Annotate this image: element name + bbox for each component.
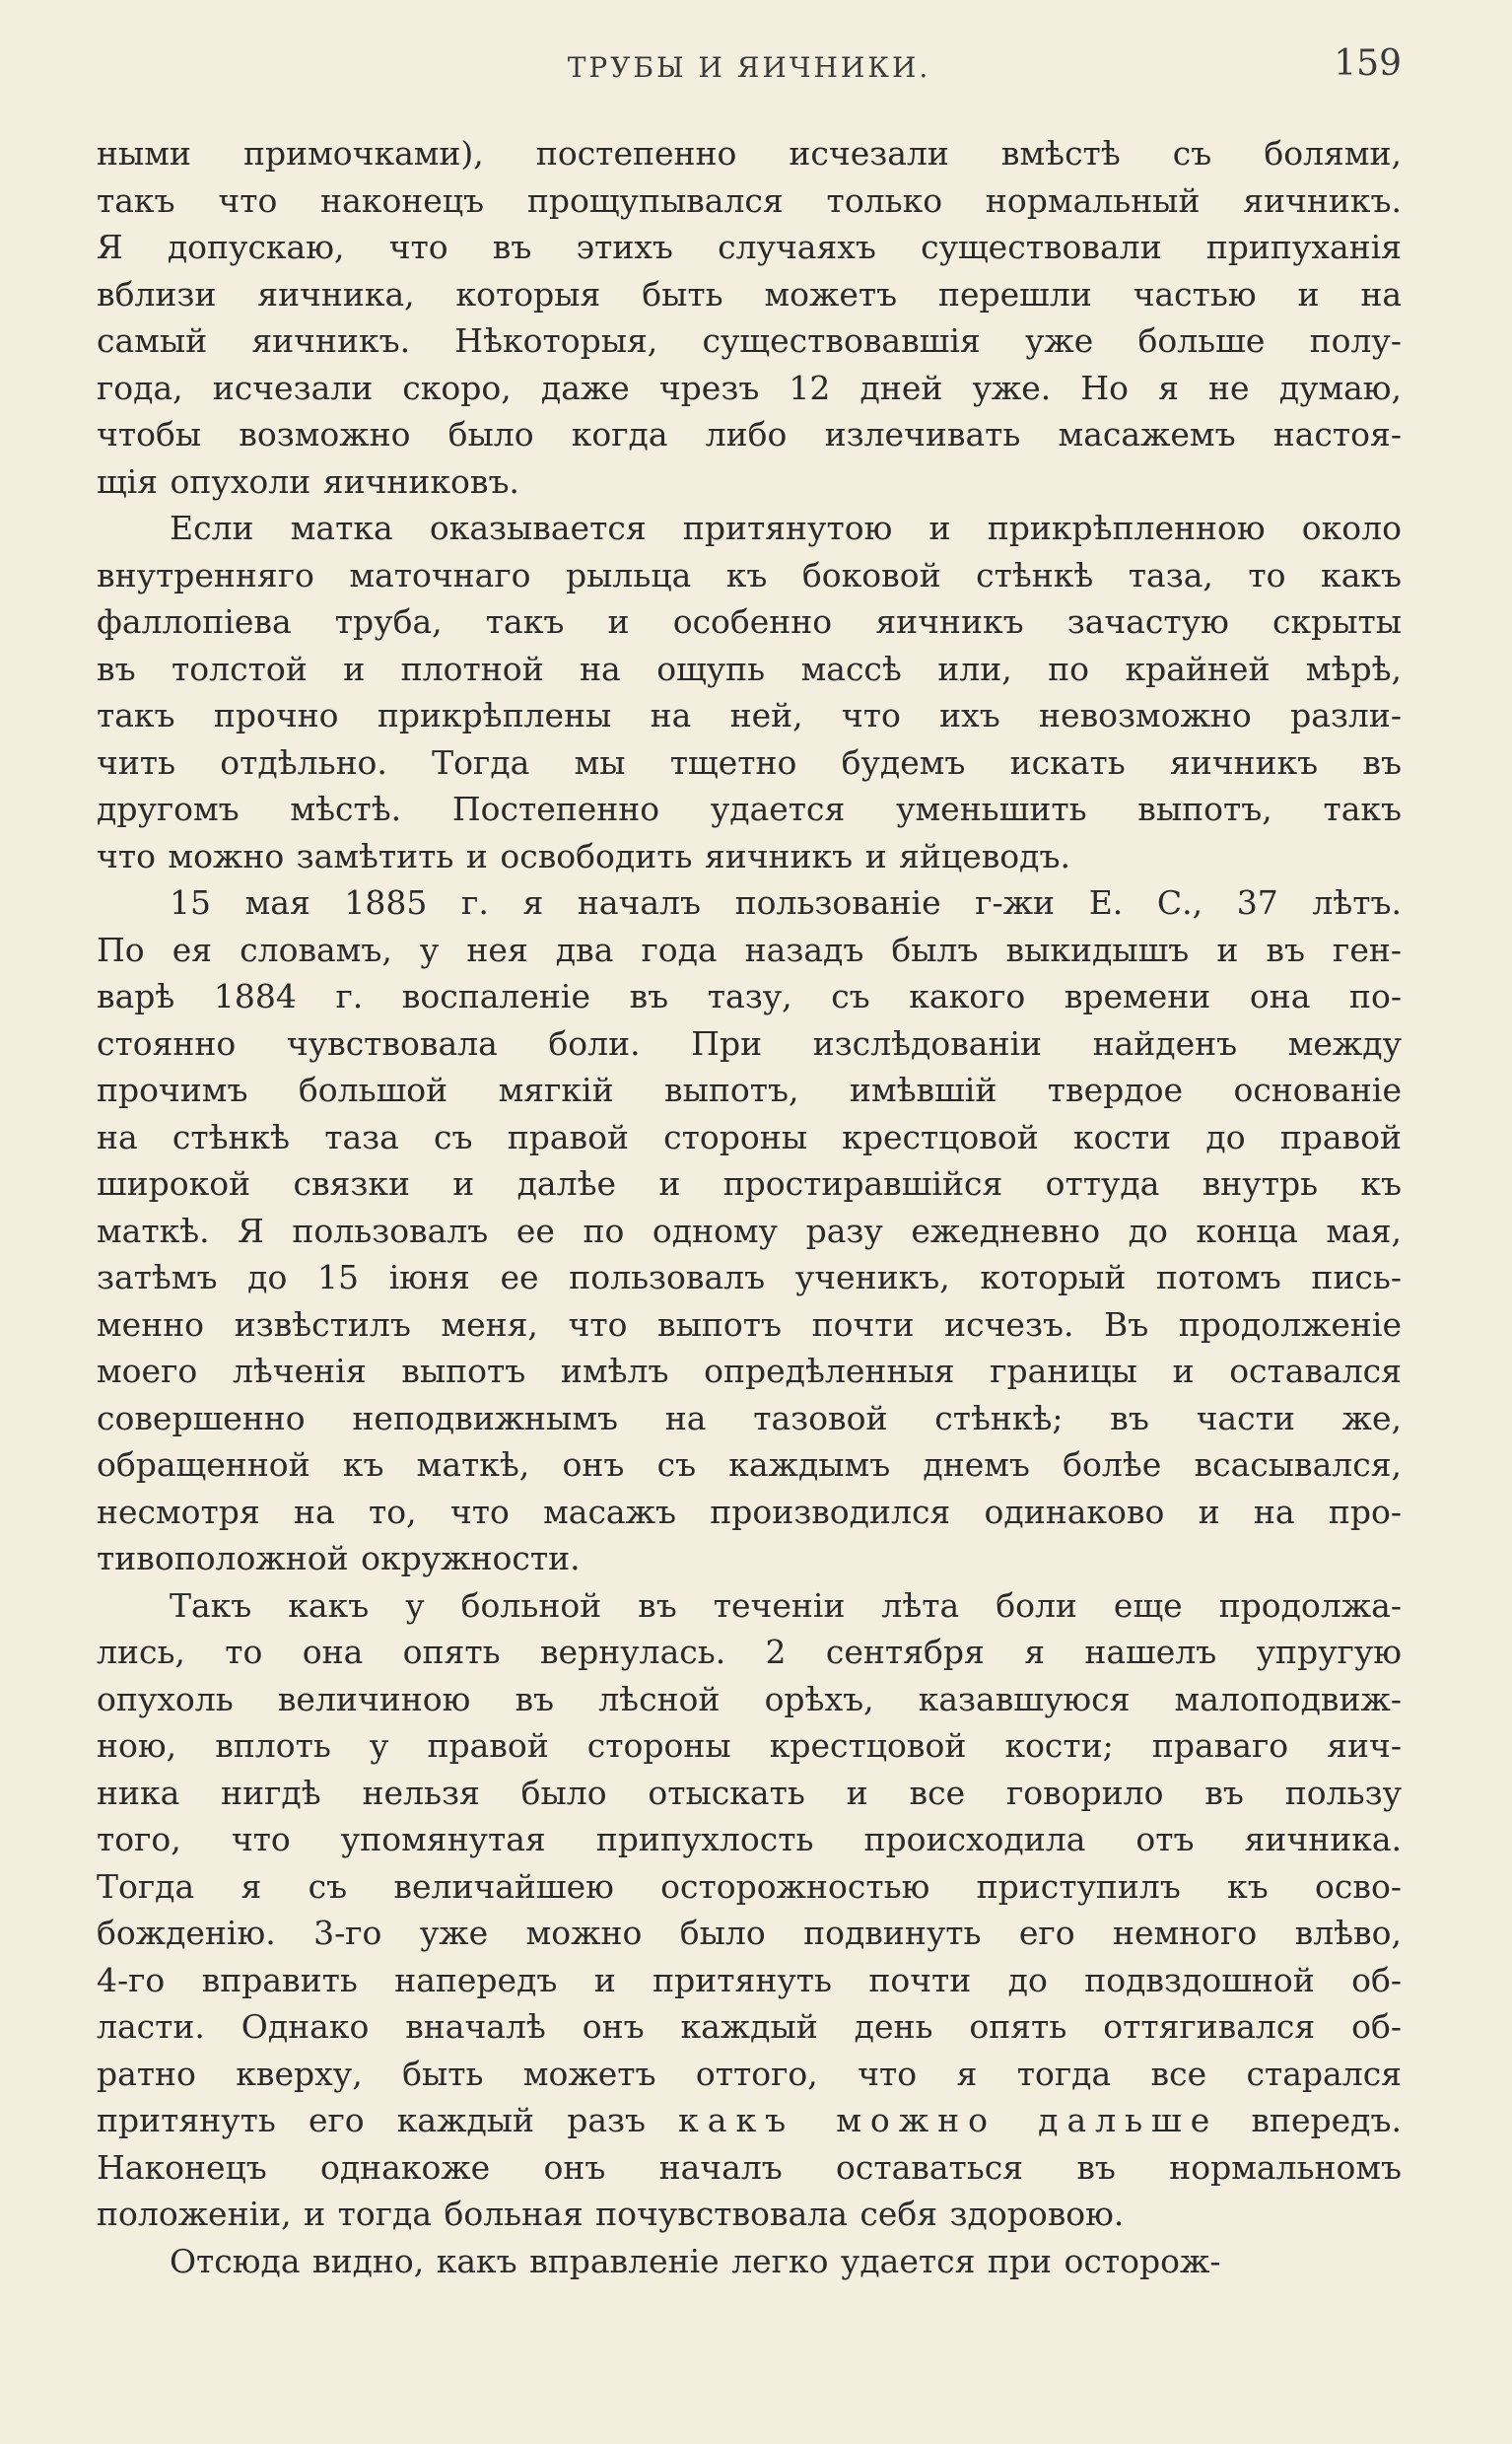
running-title: ТРУБЫ И ЯИЧНИКИ. <box>567 51 931 84</box>
body-text <box>97 130 1402 2284</box>
text-line: стоянно чувствовала боли. При изслѣдованіи найденъ между <box>97 1023 1402 1063</box>
text-line: въ толстой и плотной на ощупь массѣ или, по крайней мѣрѣ, <box>97 649 1402 688</box>
text-line: божденію. 3-го уже можно было подвинуть его немного влѣво, <box>97 1914 1402 1952</box>
text-line: тивоположной окружности. <box>97 1539 581 1577</box>
text-line: менно извѣстилъ меня, что выпотъ почти исчезъ. Въ продолженіе <box>97 1304 1402 1344</box>
text-line: что можно замѣтить и освободить яичникъ и яйцеводъ. <box>97 836 1070 875</box>
spaced-emphasis-text: какъ можно дальше <box>678 2101 1219 2139</box>
text-line: на стѣнкѣ таза съ правой стороны крестцовой кости до правой <box>97 1117 1402 1156</box>
text-line: щія опухоли яичниковъ. <box>97 461 519 501</box>
text-line: того, что упомянутая припухлость происходила отъ яичника. <box>97 1820 1402 1858</box>
text-line: 4-го вправить напередъ и притянуть почти до подвздошной об- <box>97 1960 1402 1999</box>
paragraph-start-line: 15 мая 1885 г. я началъ пользованіе г-жи Е. С., 37 лѣтъ. <box>170 883 1402 922</box>
text-line: ника нигдѣ нельзя было отыскать и все говорило въ пользу <box>97 1773 1402 1812</box>
text-line: Тогда я съ величайшею осторожностью приступилъ къ осво- <box>97 1866 1402 1906</box>
text-line: Наконецъ однакоже онъ началъ оставаться въ нормальномъ <box>97 2147 1402 2187</box>
text-line: По ея словамъ, у нея два года назадъ былъ выкидышъ и въ ген- <box>97 930 1402 969</box>
text-line-with-spaced-emphasis <box>97 2097 1402 2144</box>
text-line: вблизи яичника, которыя быть можетъ перешли частью и на <box>97 274 1402 314</box>
text-line: Я допускаю, что въ этихъ случаяхъ существовали припуханія <box>97 228 1402 266</box>
text-line: другомъ мѣстѣ. Постепенно удается уменьшить выпотъ, такъ <box>97 790 1402 828</box>
text-line: положеніи, и тогда больная почувствовала себя здоровою. <box>97 2195 1125 2233</box>
text-line: ною, вплоть у правой стороны крестцовой кости; праваго яич- <box>97 1726 1402 1765</box>
text-line: широкой связки и далѣе и простиравшійся оттуда внутрь къ <box>97 1164 1402 1203</box>
text-line: внутренняго маточнаго рыльца къ боковой стѣнкѣ таза, то какъ <box>97 555 1402 594</box>
text-line: несмотря на то, что масажъ производился одинаково и на про- <box>97 1492 1402 1531</box>
text-line: ратно кверху, быть можетъ оттого, что я тогда все старался <box>97 2054 1402 2093</box>
text-line: фаллопіева труба, такъ и особенно яичникъ зачастую скрыты <box>97 602 1402 641</box>
line-part-before: притянуть его каждый разъ <box>97 2101 646 2139</box>
text-line: опухоль величиною въ лѣсной орѣхъ, казавшуюся малоподвиж- <box>97 1679 1402 1718</box>
running-head <box>97 43 1402 93</box>
paragraph-start-line: Отсюда видно, какъ вправленіе легко удается при осторож- <box>170 2241 1221 2280</box>
line-part-after: впередъ. <box>1251 2101 1402 2139</box>
text-line: затѣмъ до 15 іюня ее пользовалъ ученикъ, который потомъ пись- <box>97 1258 1402 1296</box>
text-line: ными примочками), постепенно исчезали вмѣстѣ съ болями, <box>97 134 1402 173</box>
text-line: такъ прочно прикрѣплены на ней, что ихъ невозможно разли- <box>97 696 1402 734</box>
text-line: такъ что наконецъ прощупывался только нормальный яичникъ. <box>97 180 1402 220</box>
text-line: чить отдѣльно. Тогда мы тщетно будемъ искать яичникъ въ <box>97 742 1402 782</box>
paragraph-start-line: Если матка оказывается притянутою и прикрѣпленною около <box>170 509 1402 547</box>
text-line: года, исчезали скоро, даже чрезъ 12 дней уже. Но я не думаю, <box>97 368 1402 407</box>
text-line: моего лѣченія выпотъ имѣлъ опредѣленныя границы и оставался <box>97 1352 1402 1390</box>
text-line: обращенной къ маткѣ, онъ съ каждымъ днемъ болѣе всасывался, <box>97 1445 1402 1484</box>
text-line: варѣ 1884 г. воспаленіе въ тазу, съ какого времени она по- <box>97 977 1402 1015</box>
text-line: самый яичникъ. Нѣкоторыя, существовавшія уже больше полу- <box>97 321 1402 360</box>
paragraph-start-line: Такъ какъ у больной въ теченіи лѣта боли еще продолжа- <box>170 1585 1402 1625</box>
text-line: маткѣ. Я пользовалъ ее по одному разу ежедневно до конца мая, <box>97 1211 1402 1250</box>
page-number: 159 <box>1334 43 1402 84</box>
text-line: лись, то она опять вернулась. 2 сентября я нашелъ упругую <box>97 1633 1402 1671</box>
text-line: прочимъ большой мягкій выпотъ, имѣвшій твердое основаніе <box>97 1071 1402 1109</box>
text-line: ласти. Однако вначалѣ онъ каждый день опять оттягивался об- <box>97 2007 1402 2046</box>
text-line: чтобы возможно было когда либо излечивать масажемъ настоя- <box>97 415 1402 454</box>
text-line: совершенно неподвижнымъ на тазовой стѣнкѣ; въ части же, <box>97 1398 1402 1437</box>
